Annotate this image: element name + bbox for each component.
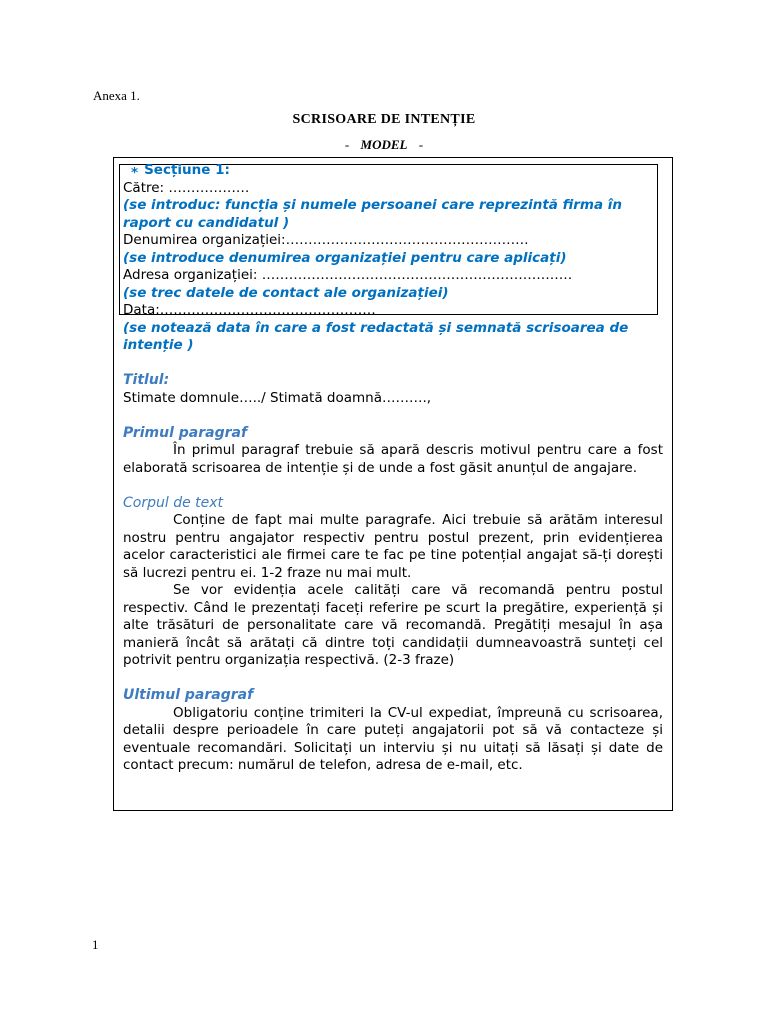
annex-label: Anexa 1.	[93, 88, 140, 103]
date-line: Data:…………………………………………	[123, 302, 376, 318]
catre-line: Către: ………………	[123, 179, 250, 196]
section1-heading	[123, 162, 663, 180]
corpul-heading: Corpul de text	[123, 494, 224, 511]
primul-text: În primul paragraf trebuie să apară descris motivul pentru care a fost elaborată scrisoarea de intenție și de unde a fost găsit anunțul de angajare.	[123, 442, 663, 476]
document-title: SCRISOARE DE INTENȚIE	[292, 112, 476, 127]
note-contact: (se trec datele de contact ale organizației)	[123, 284, 449, 301]
asterisk-icon: *	[131, 165, 139, 181]
note-date: (se notează data în care a fost redactată și semnată scrisoarea de intenție )	[123, 319, 629, 353]
ultimul-heading: Ultimul paragraf	[123, 687, 254, 703]
corpul-paragraph-2: Se vor evidenția acele calități care vă recomandă pentru postul respectiv. Când le prezentați faceți referire pe scurt la pregătire, experiență și alte trăsături de personalitate care vă recomandă. Pregătiți mesajul în așa manieră încât să arătați că dintre toți candidații dumneavoastră sunteți cel potrivit pentru organizația respectivă. (2-3 fraze)	[123, 582, 663, 668]
dash-left: -	[344, 137, 350, 152]
titlul-heading: Titlul:	[123, 372, 170, 388]
salutation-line: Stimate domnule…../ Stimată doamnă……….,	[123, 389, 432, 406]
org-address-line: Adresa organizației: ……………………………………………………………	[123, 267, 573, 283]
corpul-paragraph-1: Conține de fapt mai multe paragrafe. Aici trebuie să arătăm interesul nostru pentru angajator respectiv pentru postul prezent, prin evidențierea acelor caracteristici ale firmei care te fac pe tine potențial angajat să-ți dorești să lucrezi pentru ei. 1-2 fraze nu mai mult.	[123, 512, 663, 581]
note-org-name: (se introduce denumirea organizației pentru care aplicați)	[123, 249, 567, 266]
dash-right: -	[418, 137, 424, 152]
page-number: 1	[92, 937, 99, 952]
template-content	[123, 162, 663, 775]
section1-title: Secțiune 1:	[144, 162, 230, 178]
org-name-line: Denumirea organizației:………………………………………………	[123, 232, 529, 248]
primul-heading: Primul paragraf	[123, 424, 248, 441]
note-catre: (se introduc: funcția și numele persoanei care reprezintă firma în raport cu candidatul )	[123, 197, 623, 231]
ultimul-text: Obligatoriu conține trimiteri la CV-ul expediat, împreună cu scrisoarea, detalii despre perioadele în care puteți angajatorii pot să vă contacteze și eventuale recomandări. Solicitați un interviu și nu uitați să lăsați și date de contact precum: numărul de telefon, adresa de e-mail, etc.	[123, 704, 663, 773]
model-label: MODEL	[360, 137, 408, 152]
model-subtitle	[0, 137, 768, 153]
